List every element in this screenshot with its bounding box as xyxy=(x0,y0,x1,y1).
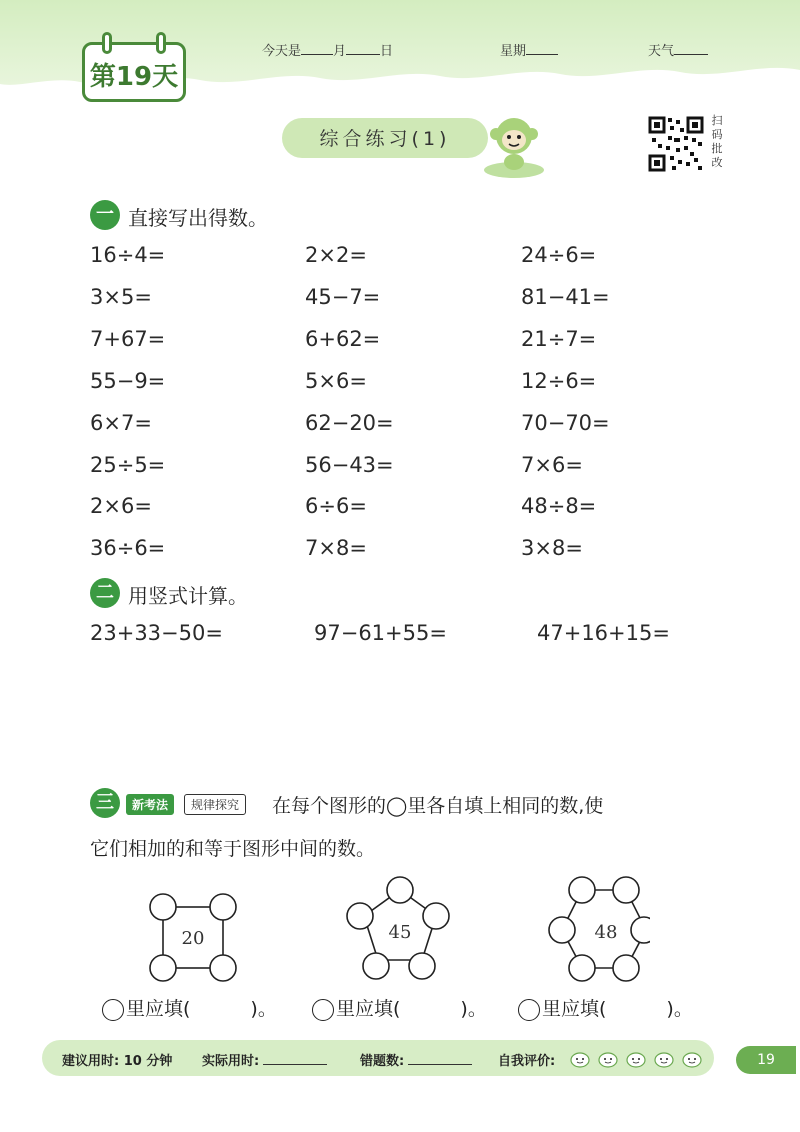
blank-circle[interactable] xyxy=(423,903,449,929)
self-eval-label: 自我评价: xyxy=(498,1054,556,1069)
rating-face-icon[interactable] xyxy=(654,1050,674,1068)
page-number: 19 xyxy=(736,1046,796,1074)
errors-field xyxy=(360,1050,472,1069)
blank-circle[interactable] xyxy=(549,917,575,943)
day-label: 第19天 xyxy=(89,62,179,92)
actual-time-field xyxy=(202,1050,327,1069)
blank-circle[interactable] xyxy=(150,955,176,981)
answer-pentagon xyxy=(312,994,487,1021)
pattern-tag: 规律探究 xyxy=(184,794,246,815)
rating-face-icon[interactable] xyxy=(570,1050,590,1068)
vertical-calc-problem: 47+16+15= xyxy=(537,621,670,645)
problem-item: 55−9= xyxy=(90,369,166,393)
blank-circle[interactable] xyxy=(347,903,373,929)
problem-item: 6×7= xyxy=(90,411,152,435)
problem-item: 12÷6= xyxy=(521,369,597,393)
circle-icon xyxy=(102,999,124,1021)
pentagon-figure xyxy=(347,877,449,979)
blank-circle[interactable] xyxy=(210,894,236,920)
problem-item: 6+62= xyxy=(305,327,381,351)
date-field xyxy=(262,40,393,59)
problem-item: 6÷6= xyxy=(305,494,367,518)
problem-item: 62−20= xyxy=(305,411,394,435)
vertical-calc-problem: 97−61+55= xyxy=(314,621,447,645)
circle-icon xyxy=(312,999,334,1021)
rating-face-icon[interactable] xyxy=(682,1050,702,1068)
qr-caption-char: 批 xyxy=(711,142,723,155)
actual-time-label: 实际用时: xyxy=(202,1054,260,1069)
problem-item: 7×6= xyxy=(521,453,583,477)
hexagon-center-number: 48 xyxy=(594,922,618,943)
hexagon-figure xyxy=(549,877,650,981)
answer-hexagon xyxy=(518,994,693,1021)
qr-caption-char: 改 xyxy=(711,156,723,169)
weekday-field xyxy=(500,40,558,59)
problem-item: 2×2= xyxy=(305,243,367,267)
answer-text: 里应填( xyxy=(336,998,401,1020)
section3-line2: 它们相加的和等于图形中间的数。 xyxy=(90,838,376,860)
section3-line1: 在每个图形的◯里各自填上相同的数,使 xyxy=(272,795,604,817)
problem-item: 48÷8= xyxy=(521,494,597,518)
day-unit-label: 日 xyxy=(380,44,394,59)
new-method-tag: 新考法 xyxy=(126,794,174,815)
blank-circle[interactable] xyxy=(210,955,236,981)
qr-caption-char: 扫 xyxy=(711,114,723,127)
problem-item: 21÷7= xyxy=(521,327,597,351)
problem-item: 16÷4= xyxy=(90,243,166,267)
weekday-blank[interactable] xyxy=(526,42,558,55)
blank-circle[interactable] xyxy=(631,917,650,943)
section1-badge: 一 xyxy=(90,200,120,230)
errors-label: 错题数: xyxy=(360,1054,405,1069)
weather-label: 天气 xyxy=(648,44,675,59)
month-blank[interactable] xyxy=(301,42,333,55)
figures-area xyxy=(130,872,650,992)
weather-field xyxy=(648,40,708,59)
problem-item: 81−41= xyxy=(521,285,610,309)
problem-item: 25÷5= xyxy=(90,453,166,477)
blank-circle[interactable] xyxy=(387,877,413,903)
section1-heading: 直接写出得数。 xyxy=(128,206,268,230)
blank-circle[interactable] xyxy=(613,877,639,903)
errors-blank[interactable] xyxy=(408,1052,472,1065)
blank-circle[interactable] xyxy=(363,953,389,979)
monkey-mascot-icon xyxy=(482,110,546,180)
suggested-time: 建议用时: 10 分钟 xyxy=(62,1054,173,1069)
answer-square xyxy=(102,994,277,1021)
circle-icon xyxy=(518,999,540,1021)
qr-caption xyxy=(710,114,724,170)
month-label: 月 xyxy=(333,44,347,59)
problem-item: 3×5= xyxy=(90,285,152,309)
pentagon-center-number: 45 xyxy=(388,922,412,943)
answer-text: 里应填( xyxy=(542,998,607,1020)
day-badge xyxy=(82,32,188,104)
section2-heading: 用竖式计算。 xyxy=(128,584,248,608)
section3-badge: 三 xyxy=(90,788,120,818)
problem-item: 3×8= xyxy=(521,536,583,560)
problem-item: 7×8= xyxy=(305,536,367,560)
blank-circle[interactable] xyxy=(569,955,595,981)
date-prefix: 今天是 xyxy=(262,44,302,59)
answer-end: )。 xyxy=(250,998,277,1020)
vertical-calc-problem: 23+33−50= xyxy=(90,621,223,645)
blank-circle[interactable] xyxy=(613,955,639,981)
qr-caption-char: 码 xyxy=(711,128,723,141)
weekday-label: 星期 xyxy=(500,44,527,59)
day-blank[interactable] xyxy=(346,42,380,55)
problem-item: 7+67= xyxy=(90,327,166,351)
problem-item: 36÷6= xyxy=(90,536,166,560)
problem-item: 45−7= xyxy=(305,285,381,309)
actual-time-blank[interactable] xyxy=(263,1052,327,1065)
qr-code[interactable] xyxy=(648,114,728,174)
answer-end: )。 xyxy=(666,998,693,1020)
square-figure xyxy=(150,894,236,981)
rating-face-icon[interactable] xyxy=(598,1050,618,1068)
problem-item: 5×6= xyxy=(305,369,367,393)
problem-item: 24÷6= xyxy=(521,243,597,267)
answer-end: )。 xyxy=(460,998,487,1020)
blank-circle[interactable] xyxy=(409,953,435,979)
blank-circle[interactable] xyxy=(150,894,176,920)
problem-item: 70−70= xyxy=(521,411,610,435)
page-title: 综合练习(1) xyxy=(319,128,451,150)
weather-blank[interactable] xyxy=(674,42,708,55)
problem-item: 2×6= xyxy=(90,494,152,518)
qr-code-icon xyxy=(648,116,704,172)
blank-circle[interactable] xyxy=(569,877,595,903)
section2-badge: 二 xyxy=(90,578,120,608)
problem-item: 56−43= xyxy=(305,453,394,477)
square-center-number: 20 xyxy=(181,928,205,949)
rating-face-icon[interactable] xyxy=(626,1050,646,1068)
answer-text: 里应填( xyxy=(126,998,191,1020)
